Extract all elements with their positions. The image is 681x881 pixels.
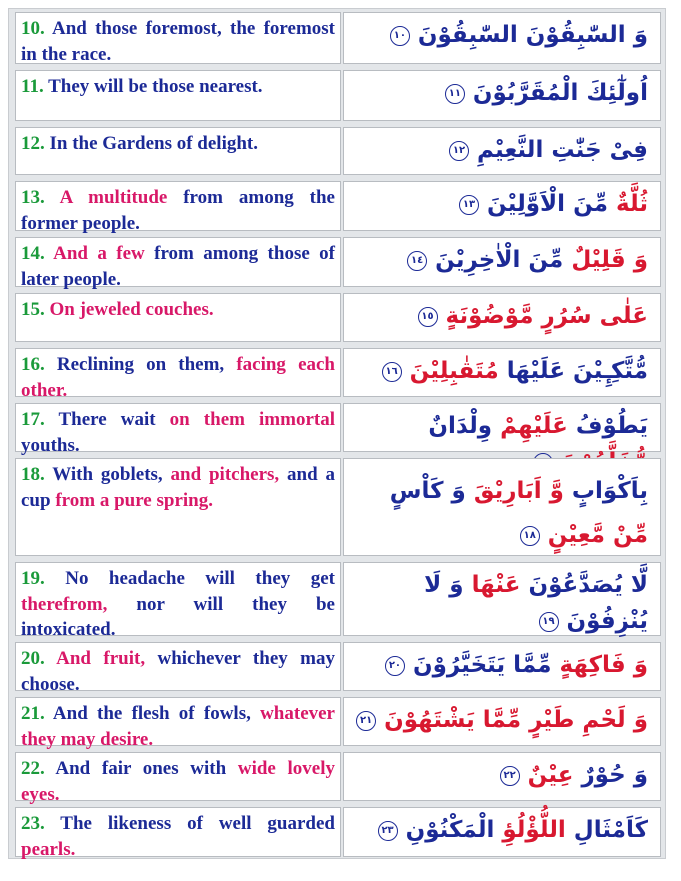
arabic-segment: مِّمَّا یَشْتَهُوْنَ (384, 707, 522, 733)
verse-number: 20. (21, 648, 45, 669)
english-translation (16, 404, 340, 458)
translation-segment: And fruit, (44, 648, 158, 669)
arabic-segment: اُولٰٓئِكَ (578, 80, 648, 106)
arabic-segment: مِّنَ الْاٰخِرِیْنَ (435, 247, 564, 273)
verse-number: 18. (21, 464, 45, 485)
arabic-cell (343, 293, 661, 342)
arabic-cell (343, 403, 661, 452)
verse-row (9, 345, 667, 400)
english-cell (15, 403, 341, 456)
ayah-marker: ١٥ (418, 307, 438, 327)
translation-segment: whatever they may desire. (21, 703, 335, 750)
translation-segment: wide lovely eyes. (21, 758, 335, 805)
english-translation (16, 182, 340, 236)
verse-row (9, 290, 667, 345)
ayah-marker: ١١ (445, 84, 465, 104)
arabic-cell (343, 752, 661, 801)
ayah-marker: ١٠ (390, 26, 410, 46)
verse-number: 16. (21, 354, 45, 375)
translation-segment: pearls. (21, 838, 76, 860)
arabic-verse (344, 71, 660, 111)
english-cell (15, 697, 341, 750)
arabic-segment: وَ حُوْرٌ (573, 762, 648, 788)
arabic-segment: ثُلَّةٌ (608, 191, 648, 217)
translation-segment: Reclining on them, (44, 354, 237, 375)
arabic-cell (343, 562, 661, 636)
translation-segment: those nearest. (152, 76, 263, 97)
english-cell (15, 12, 341, 64)
ayah-marker: ١٦ (382, 362, 402, 382)
arabic-segment: وِلْدَانٌ (428, 413, 493, 439)
english-cell (15, 181, 341, 234)
english-cell (15, 348, 341, 401)
translation-segment: With goblets, (44, 464, 171, 485)
arabic-segment: وَ فَاكِهَةٍ (551, 652, 648, 678)
verse-number: 14. (21, 243, 45, 264)
arabic-segment: السّٰبِقُوْنَ (417, 22, 518, 48)
ayah-marker: ٢١ (356, 711, 376, 731)
translation-segment: therefrom, (21, 593, 137, 615)
translation-segment: In the Gardens of delight. (44, 133, 258, 154)
arabic-verse (344, 808, 660, 848)
english-translation (16, 808, 340, 862)
ayah-marker: ٢٢ (500, 766, 520, 786)
english-cell (15, 237, 341, 290)
arabic-verse (344, 753, 660, 793)
arabic-segment: مُتَقٰبِلِیْنَ (409, 358, 499, 384)
english-translation (16, 294, 340, 323)
translation-segment: from a pure spring. (55, 489, 213, 511)
arabic-segment: وَ قَلِیْلٌ (563, 247, 648, 273)
english-translation (16, 459, 340, 513)
english-translation (16, 643, 340, 697)
arabic-segment: مِّمَّا یَتَخَیَّرُوْنَ (412, 652, 552, 678)
english-translation (16, 13, 340, 67)
ayah-marker: ٢٠ (385, 656, 405, 676)
arabic-segment: وَ لَا یُنْزِفُوْنَ (424, 572, 648, 634)
verse-row (9, 639, 667, 694)
verse-number: 17. (21, 409, 45, 430)
translation-segment: There wait (44, 409, 170, 430)
verse-number: 13. (21, 187, 45, 208)
translation-segment: A multitude (44, 187, 184, 208)
arabic-segment: وَ السّٰبِقُوْنَ (517, 22, 648, 48)
translation-segment: the foremost in the race. (21, 18, 335, 65)
arabic-cell (343, 12, 661, 64)
english-translation (16, 238, 340, 292)
translation-segment: and pitchers, (170, 464, 288, 485)
translation-segment: And a few (44, 243, 155, 264)
arabic-segment: مِّنَ الْاَوَّلِیْنَ (487, 191, 609, 217)
arabic-cell (343, 70, 661, 121)
arabic-cell (343, 458, 661, 556)
verse-row (9, 455, 667, 559)
english-cell (15, 293, 341, 342)
arabic-segment: اللُّؤْلُؤِ (494, 817, 566, 843)
english-cell (15, 642, 341, 695)
verse-row (9, 67, 667, 124)
ayah-marker: ١٢ (449, 141, 469, 161)
translation-segment: youths. (21, 434, 80, 456)
arabic-segment: یَطُوْفُ (567, 413, 648, 439)
verse-number: 11. (21, 76, 44, 97)
arabic-verse (344, 128, 660, 168)
translation-segment: from among the former people. (21, 187, 335, 234)
ayah-marker: ١٤ (407, 251, 427, 271)
english-cell (15, 752, 341, 805)
ayah-marker: ١٨ (520, 526, 540, 546)
english-cell (15, 458, 341, 556)
verse-row (9, 804, 667, 860)
verse-number: 23. (21, 813, 45, 834)
ayah-marker: ١٩ (539, 612, 559, 632)
translation-segment: on them immortal (169, 409, 335, 430)
arabic-segment: لَّا یُصَدَّعُوْنَ (520, 572, 648, 598)
english-cell (15, 70, 341, 121)
english-translation (16, 563, 340, 643)
arabic-verse (344, 459, 660, 557)
arabic-cell (343, 181, 661, 231)
arabic-verse (344, 182, 660, 222)
ayah-marker: ٢٣ (378, 821, 398, 841)
arabic-segment: عَلٰی سُرُرٍ مَّوْضُوْنَةٍ (445, 303, 648, 329)
verse-row (9, 178, 667, 234)
arabic-segment: عَنْهَا (463, 572, 521, 598)
translation-segment: And fair ones with (44, 758, 238, 779)
english-cell (15, 562, 341, 640)
arabic-segment: الْمَكْنُوْنِ (405, 817, 495, 843)
arabic-cell (343, 642, 661, 691)
ayah-marker: ١٣ (459, 195, 479, 215)
arabic-cell (343, 127, 661, 175)
english-cell (15, 807, 341, 860)
verse-row (9, 559, 667, 639)
arabic-segment: عِیْنٌ (527, 762, 574, 788)
arabic-verse (344, 294, 660, 334)
translation-segment: And the flesh of fowls, (44, 703, 261, 724)
verse-row (9, 694, 667, 749)
arabic-segment: الْمُقَرَّبُوْنَ (472, 80, 579, 106)
verse-row (9, 749, 667, 804)
verse-number: 10. (21, 18, 45, 39)
arabic-segment: عَلَیْهِمْ (492, 413, 568, 439)
translation-segment: facing each other. (21, 354, 336, 401)
arabic-verse (344, 563, 660, 639)
verse-row (9, 124, 667, 178)
arabic-segment: بِاَكْوَابٍ (563, 478, 648, 504)
verse-row (9, 234, 667, 290)
arabic-verse (344, 238, 660, 278)
verse-number: 12. (21, 133, 45, 154)
arabic-verse (344, 698, 660, 738)
arabic-segment: وَ لَحْمِ طَیْرٍ (521, 707, 648, 733)
verse-number: 22. (21, 758, 45, 779)
translation-segment: No headache will they get (44, 568, 335, 589)
verse-table (8, 8, 666, 859)
arabic-verse (344, 13, 660, 53)
english-translation (16, 753, 340, 807)
arabic-segment: مِّنْ مَّعِیْنٍ (547, 522, 648, 548)
translation-segment: And those foremost, (44, 18, 230, 39)
english-cell (15, 127, 341, 175)
arabic-cell (343, 807, 661, 857)
arabic-segment: مُّتَّكِـِٕیْنَ عَلَیْهَا (498, 358, 648, 384)
arabic-verse (344, 643, 660, 683)
verse-number: 21. (21, 703, 45, 724)
translation-segment: They will be (43, 76, 153, 97)
arabic-verse (344, 349, 660, 389)
arabic-segment: وَّ اَبَارِیْقَ (465, 478, 564, 504)
arabic-segment: فِیْ جَنّٰتِ النَّعِیْمِ (477, 137, 648, 163)
verse-number: 15. (21, 299, 45, 320)
translation-segment: nor will they be intoxicated. (21, 593, 335, 640)
verse-row (9, 400, 667, 455)
english-translation (16, 698, 340, 752)
english-translation (16, 71, 340, 100)
english-translation (16, 128, 340, 157)
arabic-segment: كَاَمْثَالِ (565, 817, 648, 843)
arabic-cell (343, 348, 661, 397)
translation-segment: whichever they may choose. (21, 648, 335, 695)
translation-segment: The likeness of well guarded (44, 813, 335, 834)
arabic-cell (343, 697, 661, 746)
arabic-cell (343, 237, 661, 287)
translation-segment: from among those of later people. (21, 243, 335, 290)
arabic-segment: وَ كَاْسٍ (389, 478, 466, 504)
translation-segment: and a cup (21, 464, 335, 511)
verse-number: 19. (21, 568, 45, 589)
translation-segment: On jeweled couches. (44, 299, 214, 320)
english-translation (16, 349, 340, 403)
verse-row (9, 9, 667, 67)
